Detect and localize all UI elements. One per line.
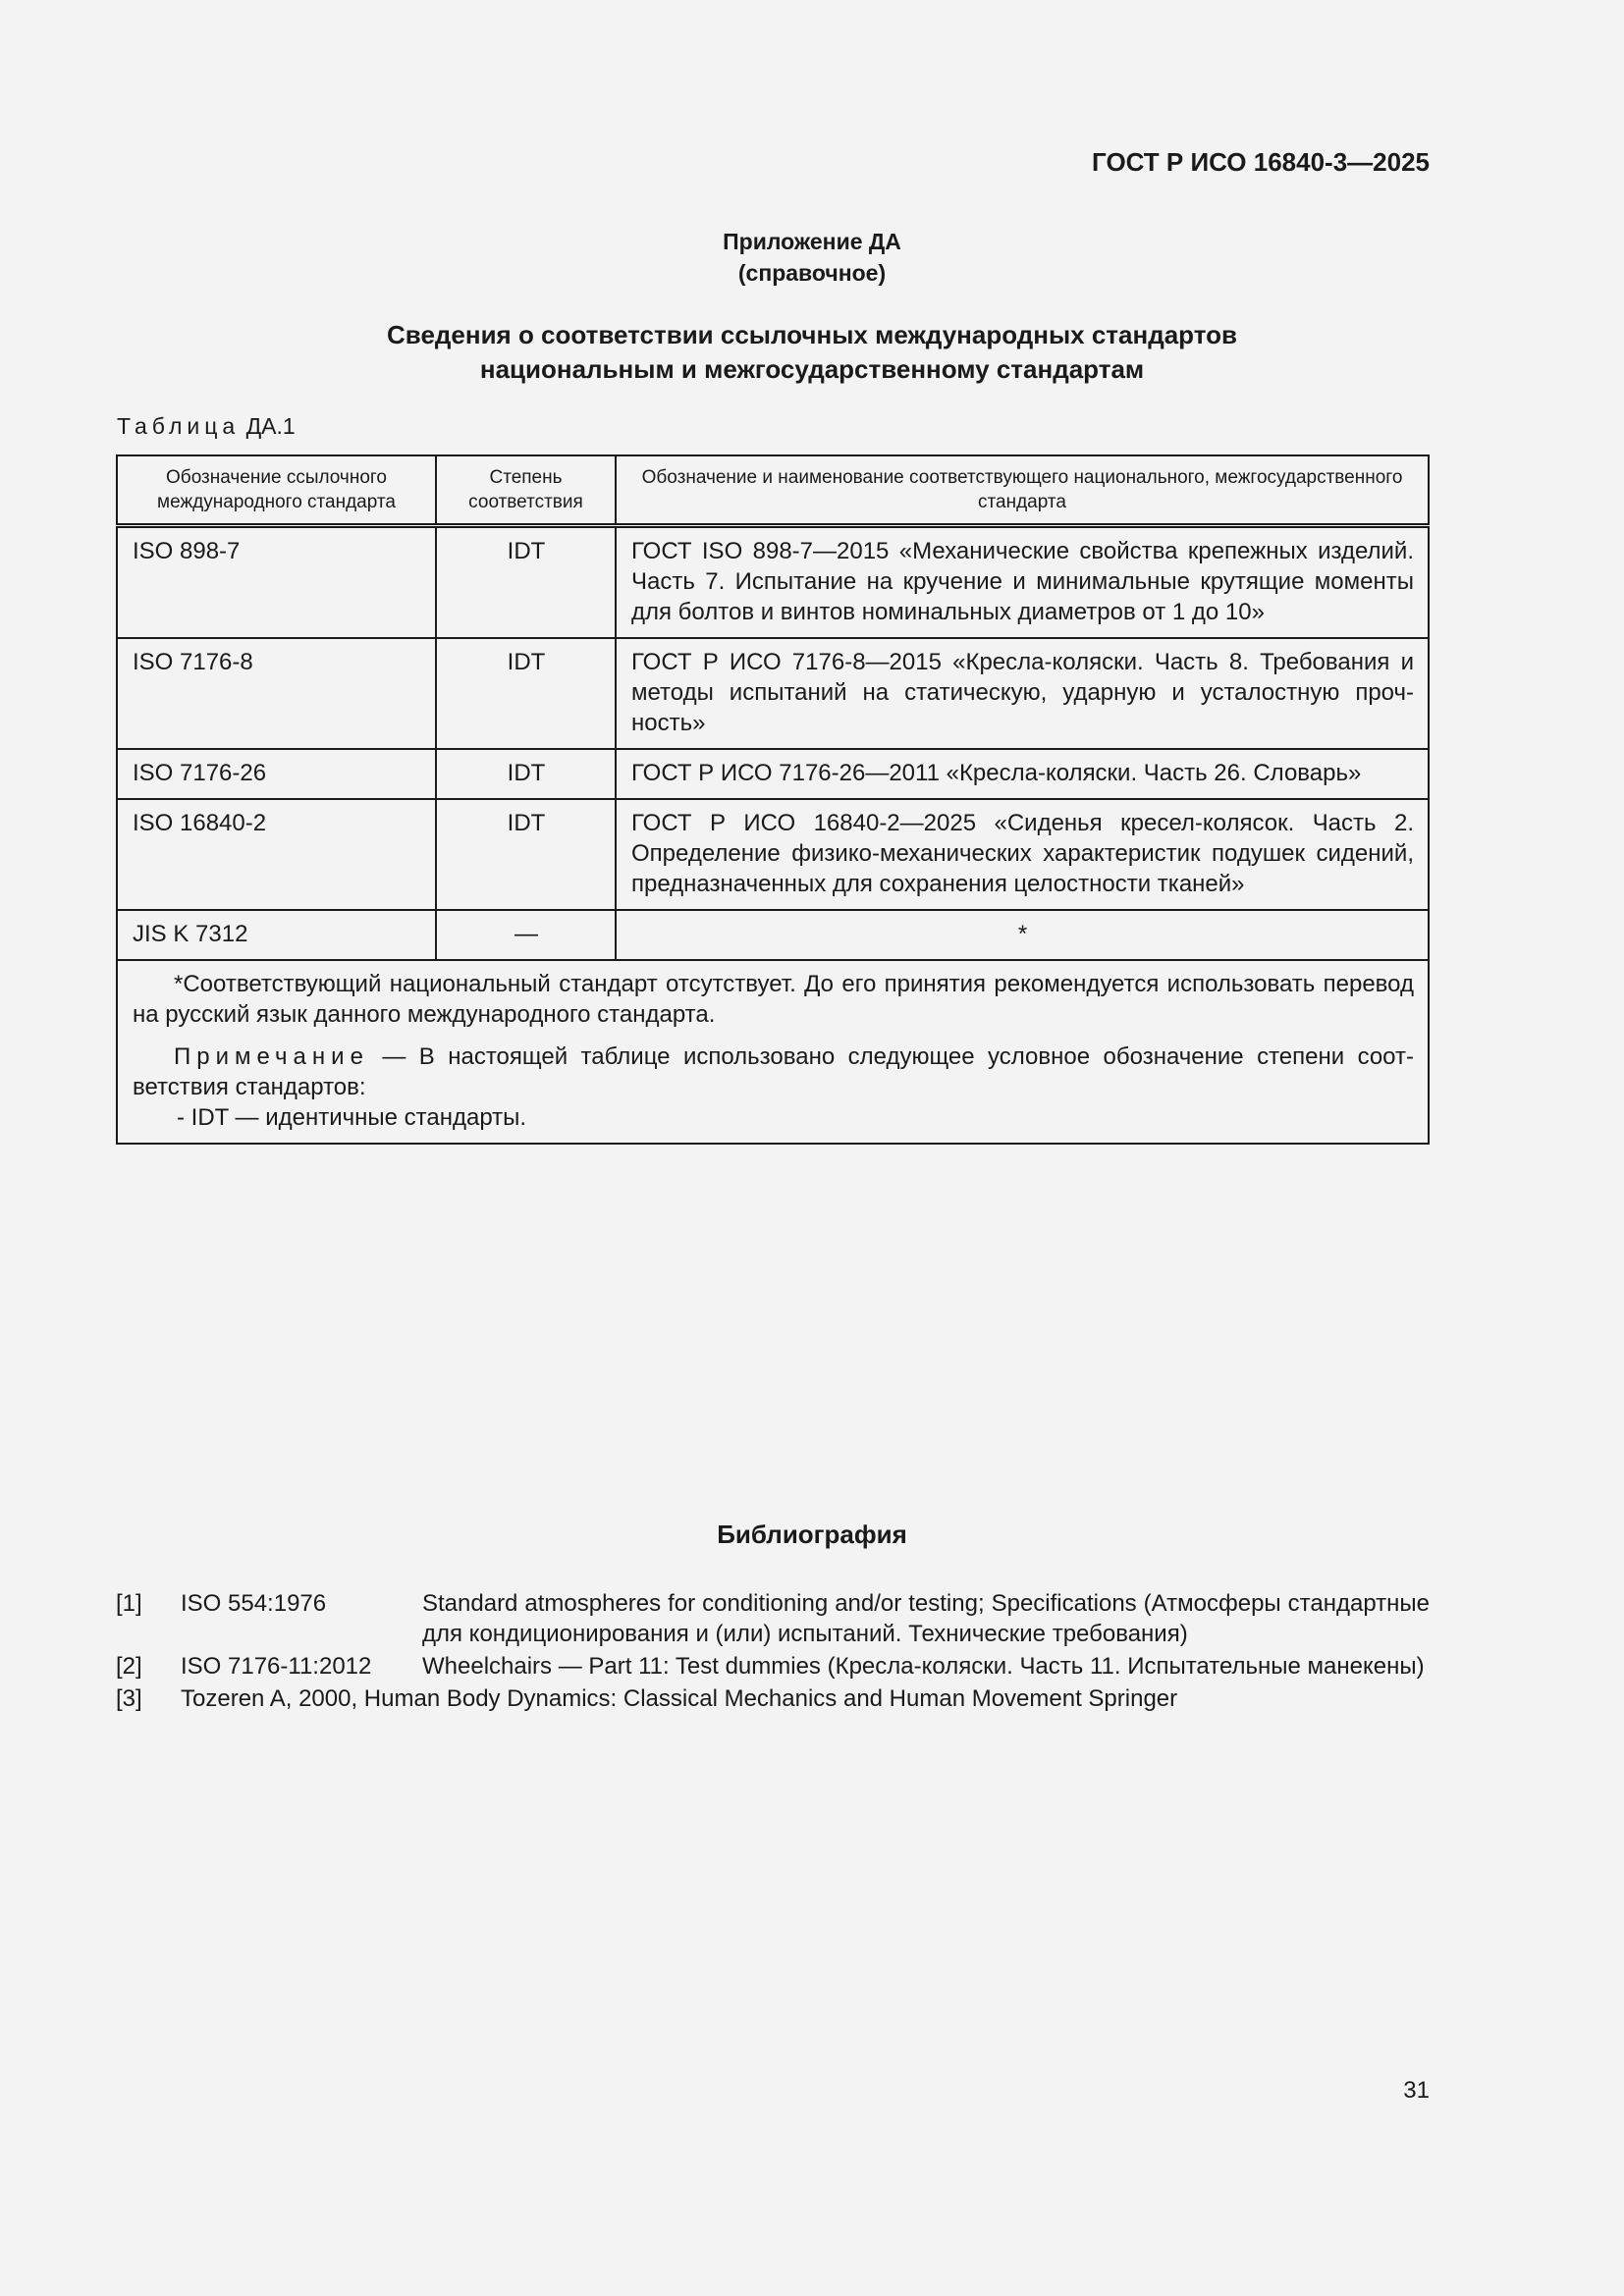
note-text: — В настоящей таблице использовано следующее условное обозначение степени соответствия стандартов:	[133, 1043, 1414, 1100]
table-caption-number: ДА.1	[245, 413, 296, 439]
cell-standard: JIS K 7312	[117, 910, 436, 960]
bibliography-number: [1]	[116, 1590, 142, 1617]
annex-title-line-2: национальным и межгосударственному стандартам	[479, 354, 1145, 384]
cell-degree: IDT	[436, 749, 616, 799]
bibliography-title: Библиография	[717, 1520, 907, 1549]
table-caption-word: Таблица	[117, 413, 241, 439]
annex-heading	[0, 226, 1624, 289]
cell-degree: IDT	[436, 799, 616, 910]
bibliography-text: Standard atmospheres for conditioning and/or testing; Specifications (Атмосферы стандартные для кондиционирования и (или) испытаний. Технические требования)	[422, 1590, 1430, 1647]
header-reference-standard: Обозначение ссылочного международного стандарта	[117, 455, 436, 526]
cell-description: ГОСТ ISO 898-7—2015 «Механические свойства крепежных изделий. Часть 7. Испытание на кручение и минимальные крутящие моменты для болтов и винтов номинальных диаметров от 1 до 10»	[616, 526, 1429, 639]
document-designation: ГОСТ Р ИСО 16840-3—2025	[1092, 147, 1430, 177]
cell-description: ГОСТ Р ИСО 7176-8—2015 «Кресла-коляски. Часть 8. Требования и методы испытаний на статическую, ударную и усталостную прочность»	[616, 638, 1429, 749]
annex-type: (справочное)	[737, 260, 887, 286]
annex-title-line-1: Сведения о соответствии ссылочных международных стандартов	[387, 320, 1237, 349]
table-row	[117, 749, 1429, 799]
cell-standard: ISO 898-7	[117, 526, 436, 639]
note-list-item: - IDT — идентичные стандарты.	[177, 1104, 527, 1131]
table-row	[117, 799, 1429, 910]
correspondence-table	[116, 454, 1430, 1145]
bibliography-text: Tozeren A, 2000, Human Body Dynamics: Classical Mechanics and Human Movement Springer	[181, 1685, 1178, 1712]
table-footnote-cell	[117, 960, 1429, 1144]
table-row	[117, 638, 1429, 749]
cell-standard: ISO 7176-26	[117, 749, 436, 799]
annex-label: Приложение ДА	[723, 229, 901, 254]
table-footnote-row	[117, 960, 1429, 1144]
header-national-standard: Обозначение и наименование соответствующего национального, межгосударственного стандарта	[616, 455, 1429, 526]
cell-degree: —	[436, 910, 616, 960]
cell-description: ГОСТ Р ИСО 16840-2—2025 «Сиденья кресел-колясок. Часть 2. Определение физико-механических характеристик подушек сидений, предназначенных для сохранения целостности тканей»	[616, 799, 1429, 910]
bibliography-text: Wheelchairs — Part 11: Test dummies (Кресла-коляски. Часть 11. Испытательные манекены)	[422, 1653, 1425, 1680]
table-footnote: *Соответствующий национальный стандарт отсутствует. До его принятия рекомендуется использовать перевод на русский язык данного международного стандарта.	[133, 971, 1414, 1028]
bibliography-item	[116, 1683, 1430, 1714]
table-note	[133, 1041, 1414, 1102]
table-caption	[117, 413, 296, 440]
page-number: 31	[1403, 2077, 1430, 2104]
bibliography-code: ISO 554:1976	[181, 1590, 327, 1617]
bibliography-item	[116, 1651, 1430, 1682]
table-row	[117, 910, 1429, 960]
cell-description: *	[616, 910, 1429, 960]
note-label: Примечание	[174, 1043, 369, 1070]
annex-title	[0, 318, 1624, 387]
table-header-row	[117, 455, 1429, 526]
bibliography-item	[116, 1588, 1430, 1649]
bibliography-number: [2]	[116, 1653, 142, 1680]
table-row	[117, 526, 1429, 639]
cell-standard: ISO 7176-8	[117, 638, 436, 749]
cell-standard: ISO 16840-2	[117, 799, 436, 910]
bibliography-number: [3]	[116, 1685, 142, 1712]
header-degree: Степень соответствия	[436, 455, 616, 526]
cell-degree: IDT	[436, 526, 616, 639]
cell-degree: IDT	[436, 638, 616, 749]
bibliography-list	[116, 1588, 1430, 1716]
bibliography-code: ISO 7176-11:2012	[181, 1653, 372, 1680]
cell-description: ГОСТ Р ИСО 7176-26—2011 «Кресла-коляски. Часть 26. Словарь»	[616, 749, 1429, 799]
